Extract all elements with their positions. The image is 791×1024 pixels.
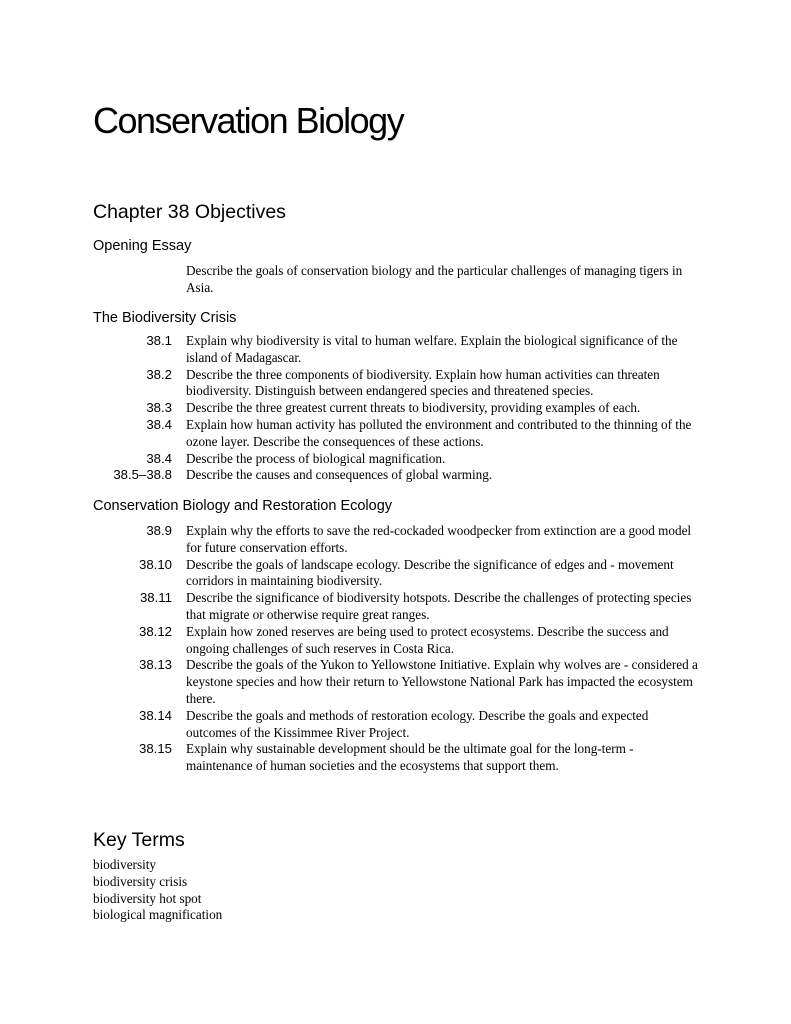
objective-item [80, 451, 710, 468]
objective-number: 38.11 [139, 590, 172, 606]
objective-item [80, 741, 710, 775]
page-title: Conservation Biology [93, 100, 404, 141]
objective-item [80, 590, 710, 624]
objective-number: 38.9 [146, 523, 172, 538]
opening-essay-text: Describe the goals of conservation biology and the particular challenges of managing tigers in Asia. [186, 263, 683, 295]
objective-number: 38.2 [146, 366, 172, 382]
restoration-ecology-objectives [80, 523, 710, 775]
objective-item [80, 523, 710, 557]
objective-item [80, 657, 710, 707]
objective-text: Explain why sustainable development should be the ultimate goal for the long-term - maintenance of human societies and the ecosystems that support them. [186, 741, 634, 774]
objective-item [80, 333, 710, 367]
chapter-heading: Chapter 38 Objectives [93, 201, 286, 223]
objective-text: Describe the goals of the Yukon to Yellowstone Initiative. Explain why wolves are - considered a keystone species and how their return to Yellowstone National Park has impacted the ecosystem there. [186, 657, 698, 706]
key-term: biodiversity crisis [93, 873, 188, 889]
objective-item [80, 467, 710, 484]
objective-number: 38.1 [146, 333, 172, 348]
objective-text: Describe the significance of biodiversity hotspots. Describe the challenges of protecting species that migrate or otherwise require great ranges. [186, 590, 692, 622]
key-term: biodiversity [93, 857, 157, 872]
objective-item [80, 417, 710, 451]
objective-number: 38.3 [146, 400, 172, 416]
key-term: biodiversity hot spot [93, 890, 202, 906]
objective-number: 38.4 [146, 450, 172, 466]
objective-text: Describe the goals and methods of restoration ecology. Describe the goals and expected outcomes of the Kissimmee River Project. [186, 707, 649, 740]
objective-item [80, 400, 710, 417]
objective-item [80, 708, 710, 742]
biodiversity-crisis-heading: The Biodiversity Crisis [93, 310, 237, 326]
objective-text: Explain how zoned reserves are being used to protect ecosystems. Describe the success and ongoing challenges of such reserves in Costa Rica. [186, 623, 669, 656]
objective-text: Describe the three greatest current threats to biodiversity, providing examples of each. [186, 400, 641, 416]
objective-item [80, 557, 710, 591]
objective-text: Describe the goals of landscape ecology. Describe the significance of edges and - movement corridors in maintaining biodiversity. [186, 556, 674, 589]
objective-text: Describe the causes and consequences of global warming. [186, 467, 493, 483]
objective-number: 38.15 [138, 741, 172, 757]
objective-text: Explain why the efforts to save the red-cockaded woodpecker from extinction are a good model for future conservation efforts. [186, 523, 692, 555]
objective-text: Explain how human activity has polluted the environment and contributed to the thinning of the ozone layer. Describe the consequences of these actions. [186, 416, 692, 449]
objective-number: 38.13 [138, 657, 172, 673]
objective-number: 38.14 [138, 707, 172, 723]
objective-text: Describe the process of biological magnification. [186, 450, 446, 466]
objective-item [80, 367, 710, 401]
key-term: biological magnification [93, 907, 223, 923]
objective-number: 38.12 [138, 623, 172, 639]
objective-number: 38.4 [146, 416, 172, 432]
biodiversity-crisis-objectives [80, 333, 710, 484]
opening-essay-heading: Opening Essay [93, 238, 192, 254]
key-terms-list [93, 857, 222, 924]
objective-text: Explain why biodiversity is vital to human welfare. Explain the biological significance of the island of Madagascar. [186, 333, 678, 365]
objective-text: Describe the three components of biodiversity. Explain how human activities can threaten biodiversity. Distinguish between endangered species and threatened species. [186, 366, 660, 399]
objective-number: 38.10 [138, 556, 172, 572]
restoration-ecology-heading: Conservation Biology and Restoration Ecology [93, 498, 393, 514]
key-terms-heading: Key Terms [93, 829, 185, 851]
objective-item [80, 624, 710, 658]
objective-number: 38.5–38.8 [113, 467, 172, 483]
